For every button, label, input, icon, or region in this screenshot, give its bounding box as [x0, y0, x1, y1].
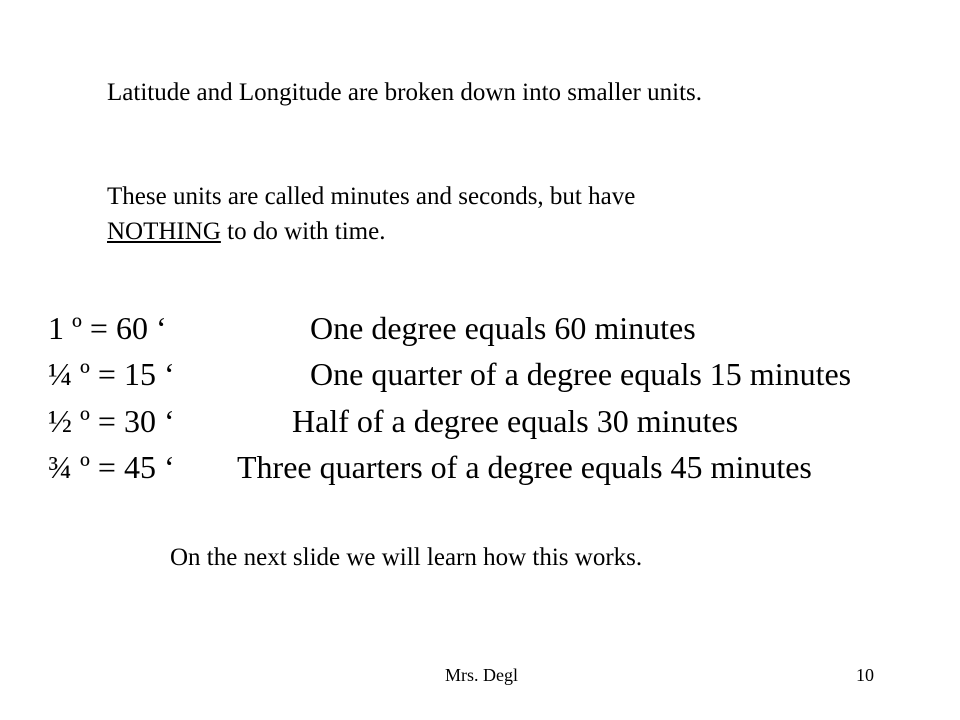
slide-number: 10 [856, 665, 874, 685]
note-emphasis: NOTHING [107, 218, 221, 245]
note-line-1: These units are called minutes and seconds, but have [107, 183, 636, 210]
conversion-description: Half of a degree equals 30 minutes [292, 403, 739, 439]
note-rest: to do with time. [220, 218, 386, 245]
conversion-equation: ¾ º = 45 ‘ [48, 449, 175, 485]
conversion-equation: ¼ º = 15 ‘ [48, 356, 175, 392]
closing-text: On the next slide we will learn how this works. [170, 544, 643, 571]
conversion-description: One quarter of a degree equals 15 minutes [310, 356, 852, 392]
footer-author: Mrs. Degl [445, 665, 518, 685]
note-line-2 [107, 215, 385, 249]
conversion-description: One degree equals 60 minutes [310, 310, 696, 346]
conversion-equation: ½ º = 30 ‘ [48, 403, 175, 439]
conversion-equation: 1 º = 60 ‘ [48, 310, 167, 346]
intro-text: Latitude and Longitude are broken down into smaller units. [107, 79, 702, 106]
conversion-description: Three quarters of a degree equals 45 minutes [237, 449, 812, 485]
